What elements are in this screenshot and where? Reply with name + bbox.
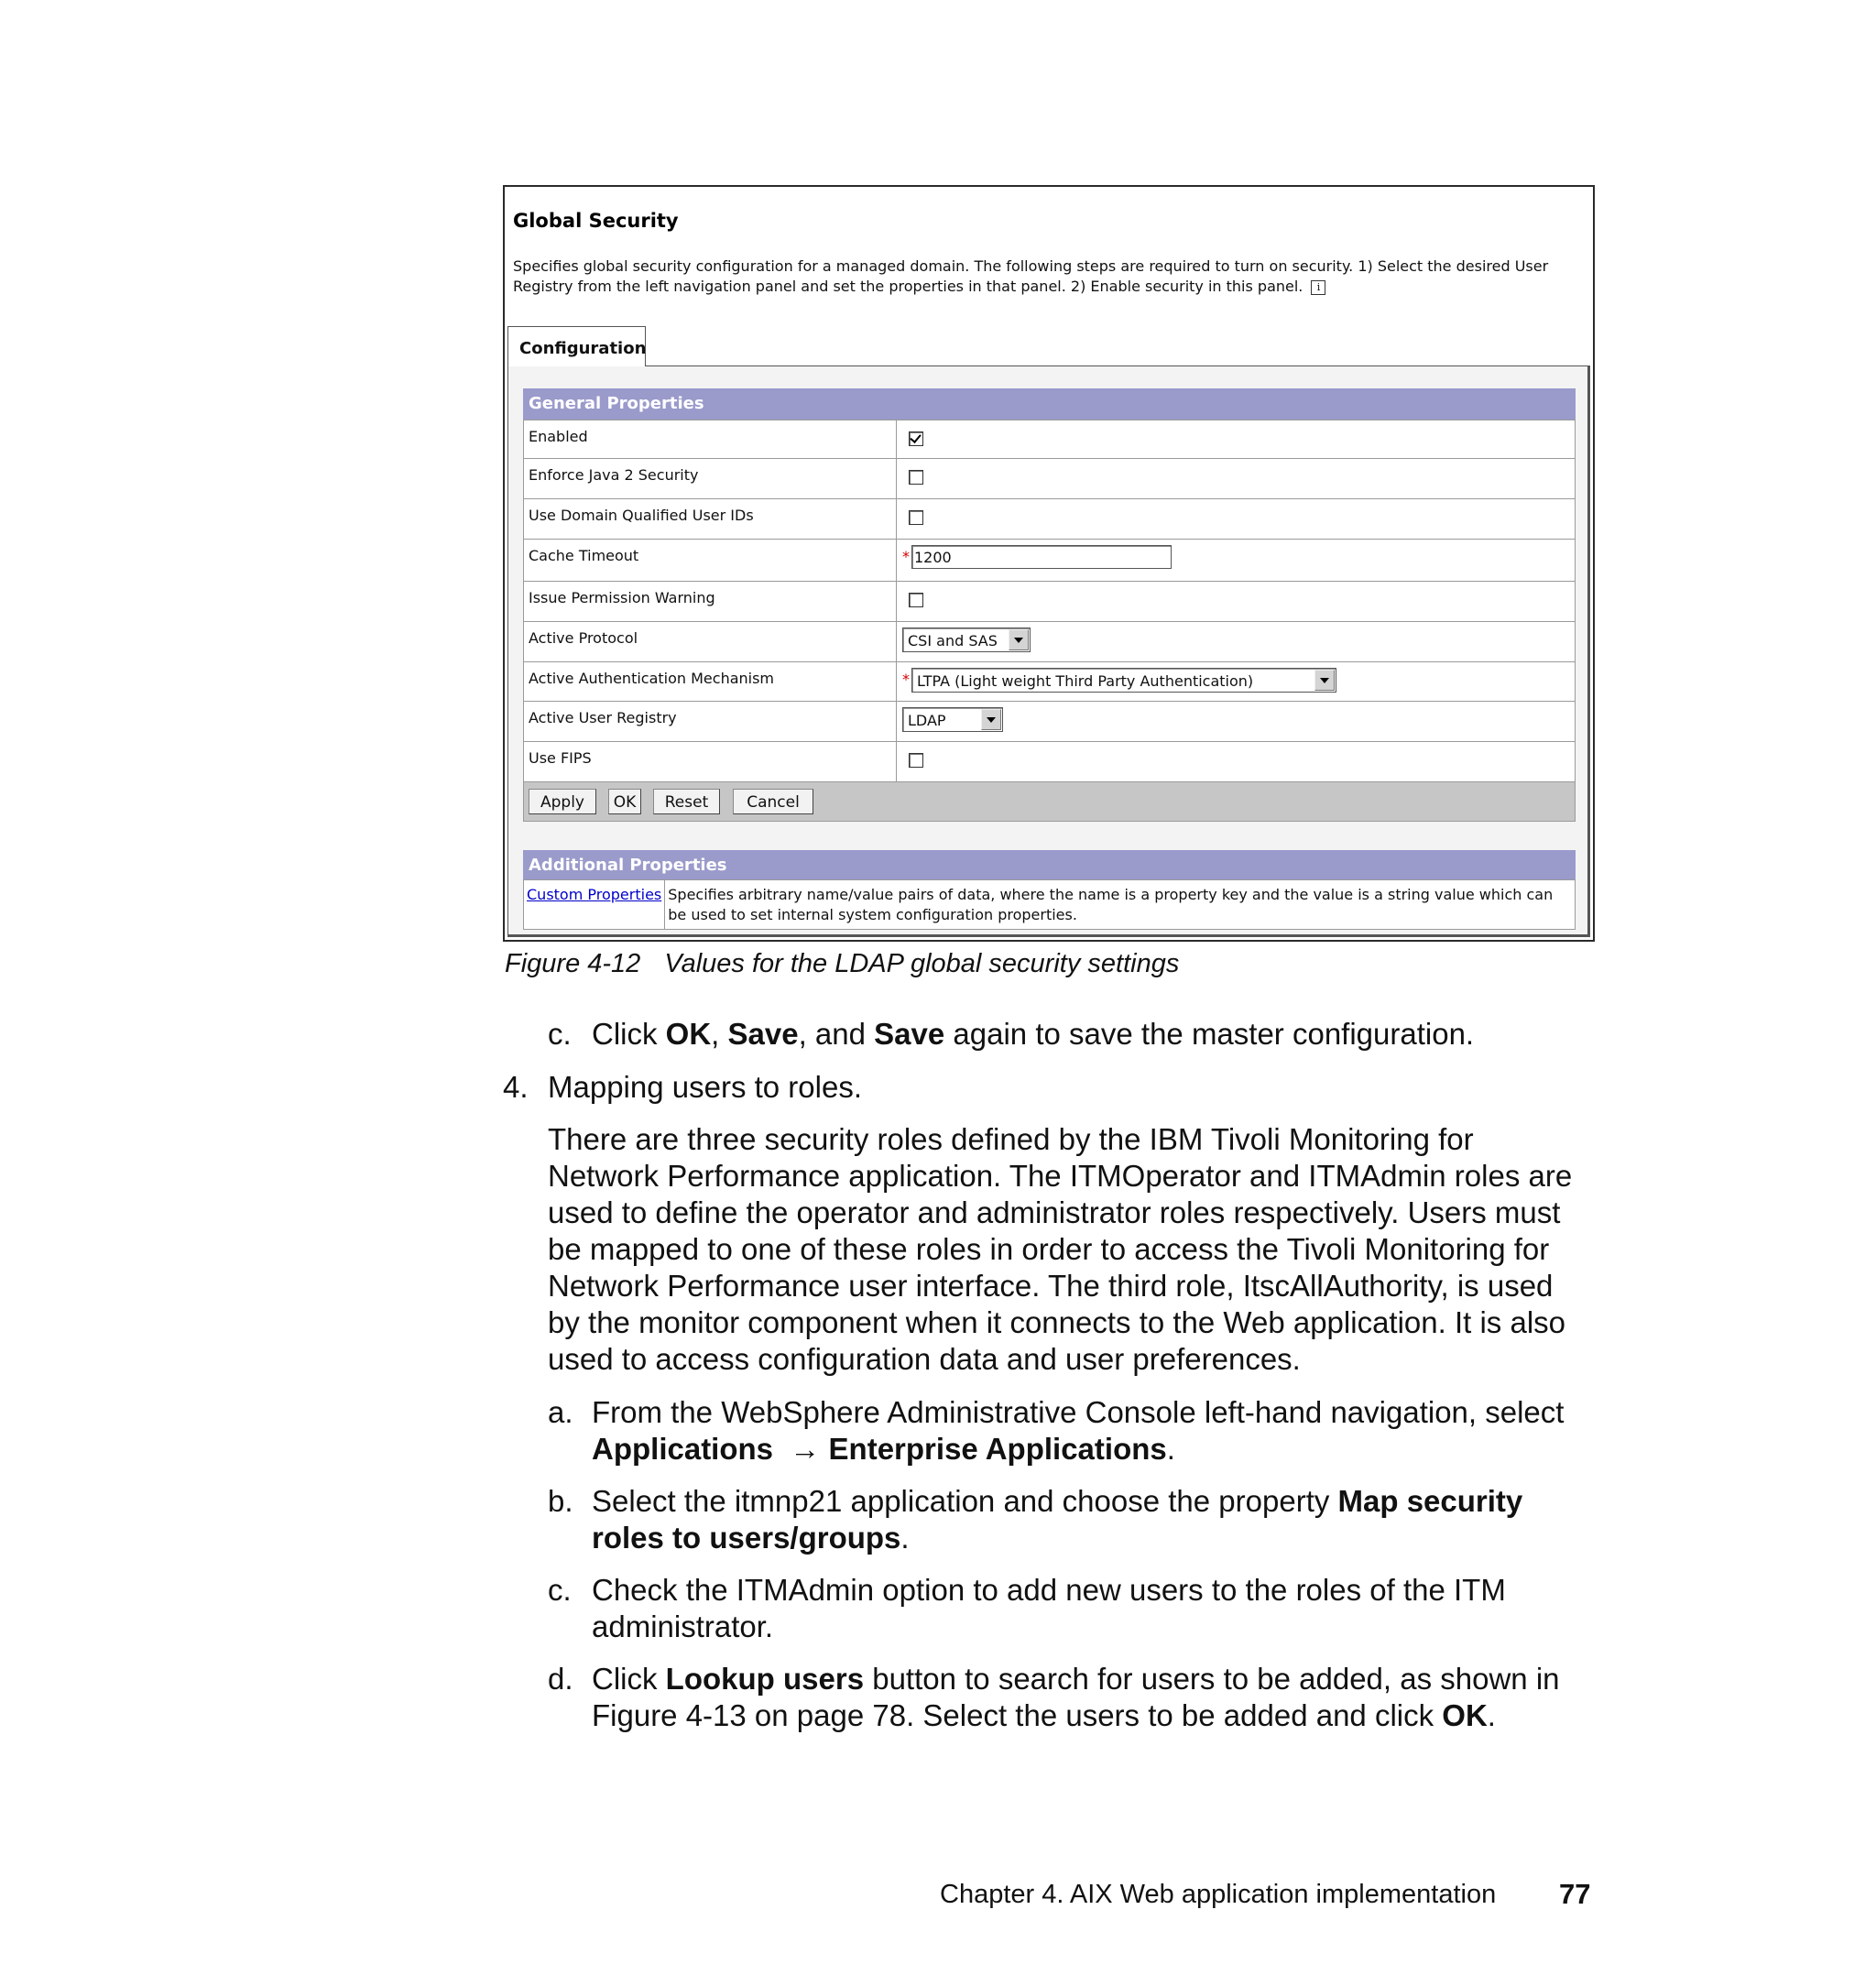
- active-protocol-value: CSI and SAS: [908, 632, 998, 649]
- ok-button[interactable]: OK: [608, 789, 641, 814]
- additional-properties-table: [523, 879, 1576, 930]
- apply-button[interactable]: Apply: [529, 789, 596, 814]
- step-text: .: [900, 1521, 910, 1555]
- chevron-down-icon[interactable]: [1009, 629, 1029, 650]
- figure-number: Figure 4-12: [505, 949, 641, 978]
- bold-applications: Applications: [592, 1432, 774, 1466]
- auth-mechanism-label: Active Authentication Mechanism: [524, 662, 897, 702]
- step-marker: c.: [548, 1573, 572, 1607]
- description-text: Specifies global security configuration for a managed domain. The following steps are required to turn on security. 1) Select the desired User Registry from the left navigation panel and set the properties in that panel. 2) Enable security in this panel.: [513, 257, 1549, 295]
- step-text: Figure 4-13 on page 78. Select the users to be added and click: [592, 1698, 1443, 1732]
- step-text: again to save the master configuration.: [944, 1017, 1475, 1051]
- additional-properties-header: Additional Properties: [523, 850, 1576, 879]
- step-text: Click: [592, 1662, 666, 1696]
- use-fips-checkbox[interactable]: [909, 753, 923, 768]
- use-fips-label: Use FIPS: [524, 742, 897, 782]
- active-protocol-label: Active Protocol: [524, 622, 897, 662]
- permission-warning-checkbox[interactable]: [909, 593, 923, 607]
- bold-map-security: Map security: [1337, 1484, 1523, 1518]
- bold-roles-to-users: roles to users/groups: [592, 1521, 901, 1555]
- chevron-down-icon[interactable]: [981, 709, 1001, 730]
- table-row: [524, 880, 1576, 930]
- table-row: [524, 540, 1576, 582]
- domain-ids-checkbox[interactable]: [909, 510, 923, 525]
- enabled-label: Enabled: [524, 420, 897, 459]
- reset-button[interactable]: Reset: [653, 789, 720, 814]
- step-a-navigate: [592, 1394, 1564, 1468]
- step-marker: b.: [548, 1484, 573, 1518]
- step-text: Click: [592, 1017, 666, 1051]
- step-d-lookup-users: [592, 1661, 1560, 1734]
- permission-warning-label: Issue Permission Warning: [524, 582, 897, 622]
- bold-ok: OK: [665, 1017, 712, 1051]
- step-text: button to search for users to be added, as shown in: [864, 1662, 1560, 1696]
- bold-lookup-users: Lookup users: [665, 1662, 865, 1696]
- paragraph-line: There are three security roles defined by the IBM Tivoli Monitoring for: [548, 1122, 1474, 1156]
- table-row: [524, 499, 1576, 540]
- custom-properties-description: Specifies arbitrary name/value pairs of data, where the name is a property key and the value is a string value which can be used to set internal system configuration properties.: [665, 880, 1576, 930]
- cancel-button[interactable]: Cancel: [733, 789, 813, 814]
- table-row: [524, 702, 1576, 742]
- java2-security-label: Enforce Java 2 Security: [524, 459, 897, 499]
- button-bar: [523, 781, 1576, 822]
- step-c-check-admin: [592, 1572, 1506, 1645]
- paragraph-line: be mapped to one of these roles in order to access the Tivoli Monitoring for: [548, 1232, 1550, 1266]
- step-marker: c.: [548, 1017, 572, 1051]
- bold-enterprise-applications: Enterprise Applications: [828, 1432, 1167, 1466]
- table-row: [524, 420, 1576, 459]
- step-text: From the WebSphere Administrative Console left-hand navigation, select: [592, 1395, 1565, 1429]
- figure-caption-text: Values for the LDAP global security settings: [664, 949, 1180, 978]
- info-icon[interactable]: i: [1311, 280, 1325, 295]
- user-registry-value: LDAP: [908, 712, 946, 729]
- bold-save: Save: [727, 1017, 799, 1051]
- page-description: [513, 256, 1585, 297]
- step-text: Select the itmnp21 application and choose the property: [592, 1484, 1338, 1518]
- custom-properties-link[interactable]: Custom Properties: [527, 886, 662, 903]
- roles-paragraph: [548, 1121, 1572, 1378]
- chevron-down-icon[interactable]: [1314, 670, 1335, 691]
- page-number: 77: [1559, 1878, 1591, 1910]
- table-row: [524, 622, 1576, 662]
- step-text: , and: [798, 1017, 875, 1051]
- step-4-heading: Mapping users to roles.: [548, 1070, 863, 1104]
- step-b-map-roles: [592, 1483, 1522, 1556]
- step-marker: 4.: [503, 1070, 529, 1104]
- enabled-checkbox[interactable]: [909, 431, 923, 446]
- table-row: [524, 742, 1576, 782]
- step-text: administrator.: [592, 1610, 774, 1643]
- required-marker: *: [902, 671, 910, 688]
- user-registry-label: Active User Registry: [524, 702, 897, 742]
- paragraph-line: Network Performance user interface. The third role, ItscAllAuthority, is used: [548, 1269, 1554, 1303]
- bold-save-again: Save: [874, 1017, 945, 1051]
- bold-ok: OK: [1442, 1698, 1488, 1732]
- user-registry-select[interactable]: [902, 707, 1003, 732]
- paragraph-line: used to define the operator and administrator roles respectively. Users must: [548, 1195, 1561, 1229]
- active-protocol-select[interactable]: [902, 627, 1031, 652]
- step-c-save: [592, 1016, 1474, 1053]
- required-marker: *: [902, 547, 910, 565]
- arrow-right-icon: →: [790, 1432, 821, 1466]
- table-row: [524, 662, 1576, 702]
- paragraph-line: used to access configuration data and user preferences.: [548, 1342, 1301, 1376]
- general-properties-header: General Properties: [523, 388, 1576, 420]
- table-row: [524, 582, 1576, 622]
- table-row: [524, 459, 1576, 499]
- step-text: ,: [711, 1017, 728, 1051]
- step-text: Check the ITMAdmin option to add new users to the roles of the ITM: [592, 1573, 1506, 1607]
- auth-mechanism-select[interactable]: [911, 668, 1336, 693]
- tab-configuration[interactable]: Configuration: [507, 326, 646, 366]
- step-text: .: [1166, 1432, 1175, 1466]
- page-title: Global Security: [513, 210, 679, 232]
- step-text: .: [1487, 1698, 1496, 1732]
- cache-timeout-label: Cache Timeout: [524, 540, 897, 582]
- paragraph-line: Network Performance application. The ITMOperator and ITMAdmin roles are: [548, 1159, 1573, 1193]
- paragraph-line: by the monitor component when it connects to the Web application. It is also: [548, 1305, 1566, 1339]
- global-security-screenshot: [503, 185, 1595, 942]
- footer-chapter-title: Chapter 4. AIX Web application implementation: [940, 1880, 1497, 1909]
- step-marker: d.: [548, 1662, 573, 1696]
- auth-mechanism-value: LTPA (Light weight Third Party Authentication): [917, 672, 1254, 690]
- general-properties-table: [523, 420, 1576, 782]
- java2-security-checkbox[interactable]: [909, 470, 923, 485]
- cache-timeout-input[interactable]: 1200: [911, 545, 1172, 569]
- domain-ids-label: Use Domain Qualified User IDs: [524, 499, 897, 540]
- step-marker: a.: [548, 1395, 573, 1429]
- figure-caption: [505, 949, 1179, 979]
